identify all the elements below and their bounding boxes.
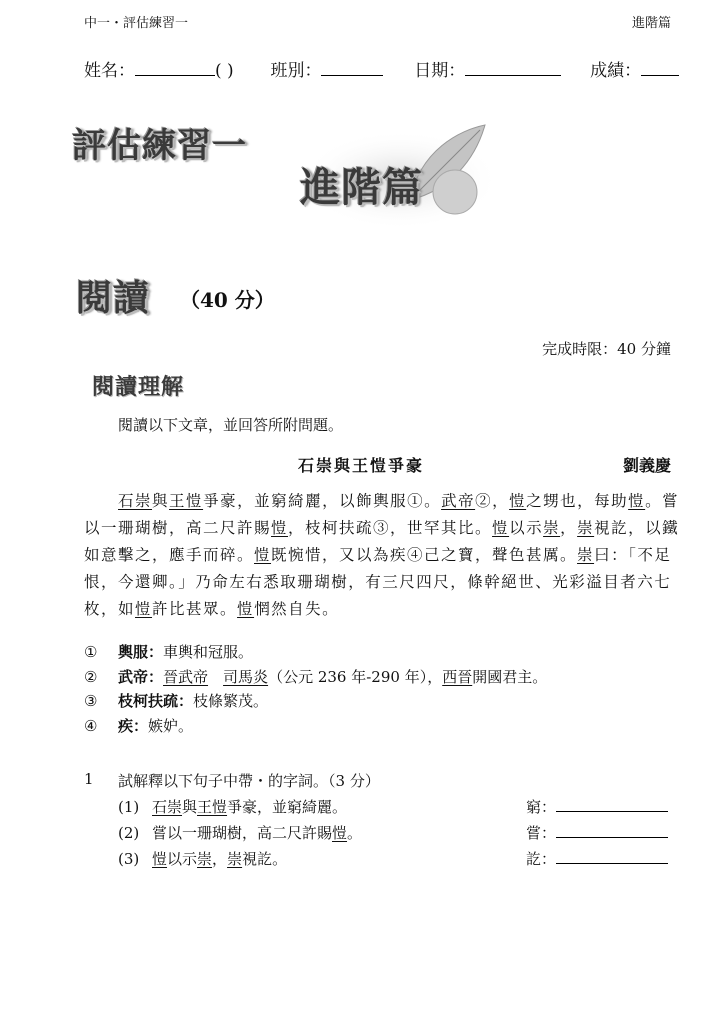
text-run: 與	[152, 492, 170, 510]
note-number: ③	[84, 692, 98, 710]
text-run: 與	[182, 798, 198, 816]
text-run: 枚，如	[84, 600, 136, 618]
proper-noun: 愷	[509, 492, 527, 510]
grade-label: 成績：	[590, 61, 642, 81]
proper-noun: 西晉	[442, 667, 473, 686]
text-run: 以示	[167, 850, 198, 868]
proper-noun: 王愷	[197, 798, 228, 816]
student-info	[84, 56, 679, 81]
banner-title: 評估練習一	[72, 126, 247, 166]
proper-noun: 愷	[332, 824, 348, 842]
text-run: ，枝柯扶疏③，世罕其比。	[288, 519, 493, 537]
article-title: 石崇與王愷爭豪	[298, 456, 425, 475]
article-line	[84, 515, 680, 542]
item-text	[152, 824, 362, 842]
answer-field[interactable]	[526, 848, 668, 869]
answer-label: 窮：	[526, 798, 557, 816]
article-line	[84, 488, 680, 515]
date-label: 日期：	[414, 61, 466, 81]
note-term: 武帝：	[118, 667, 164, 686]
note-term: 疾：	[118, 716, 149, 735]
note-number: ②	[84, 667, 98, 686]
proper-noun: 愷	[492, 519, 510, 537]
text-run: 以示	[509, 519, 544, 537]
answer-blank[interactable]	[556, 823, 668, 838]
question-item	[118, 822, 674, 848]
note-item	[84, 665, 674, 690]
proper-noun: 愷	[152, 850, 168, 868]
item-text	[152, 798, 347, 816]
text-run: ②，	[475, 492, 510, 510]
proper-noun: 愷	[135, 600, 153, 618]
text-run: 。嘗	[645, 492, 680, 510]
note-term: 枝柯扶疏：	[118, 692, 194, 710]
text-run: 恨，今還卿。」乃命左右悉取珊瑚樹，有三尺四尺，條幹絕世、光彩溢目者六七	[84, 573, 672, 591]
note-number: ④	[84, 716, 98, 735]
text-run: 既惋惜，又以為疾④己之寶，聲色甚厲。	[271, 546, 578, 564]
item-label: (3)	[118, 850, 140, 868]
text-run: 嘗以一珊瑚樹，高二尺許賜	[152, 824, 333, 842]
grade-blank	[641, 61, 679, 76]
proper-noun: 王愷	[169, 492, 204, 510]
item-label: (1)	[118, 798, 140, 816]
article-author: 劉義慶	[622, 456, 671, 475]
proper-noun: 崇	[543, 519, 561, 537]
header-left: 中一・評估練習一	[84, 16, 189, 31]
answer-field[interactable]	[526, 822, 668, 843]
text-run: 開國君主。	[472, 667, 548, 686]
proper-noun: 崇	[577, 519, 595, 537]
note-item	[84, 714, 674, 739]
proper-noun: 石崇	[118, 492, 153, 510]
question-item	[118, 848, 674, 874]
text-run	[84, 492, 118, 510]
note-number: ①	[84, 643, 98, 661]
proper-noun: 石崇	[152, 798, 183, 816]
proper-noun: 崇	[227, 850, 243, 868]
name-label: 姓名：	[84, 61, 135, 81]
text-run: 如意擊之，應手而碎。	[84, 546, 255, 564]
text-run: 爭豪，並窮綺麗，以飾輿服①。	[203, 492, 442, 510]
proper-noun: 愷	[237, 600, 255, 618]
text-run: 枝條繁茂。	[193, 692, 269, 710]
class-blank	[321, 61, 383, 76]
notes-list	[84, 640, 674, 738]
text-run: 視訖，以鐵	[594, 519, 680, 537]
proper-noun: 愷	[628, 492, 646, 510]
note-item	[84, 689, 674, 714]
text-run: 惘然自失。	[254, 600, 340, 618]
text-run: 視訖。	[242, 850, 288, 868]
section-subtitle: 閱讀理解	[92, 374, 185, 400]
answer-label: 嘗：	[526, 824, 557, 842]
text-run: （公元 236 年-290 年），	[268, 667, 443, 686]
text-run: ，	[560, 519, 578, 537]
article-line	[84, 596, 674, 623]
text-run: 曰：「不足	[594, 546, 672, 564]
text-run: 許比甚眾。	[152, 600, 238, 618]
answer-label: 訖：	[526, 850, 557, 868]
article-body	[84, 488, 680, 623]
answer-blank[interactable]	[556, 849, 668, 864]
proper-noun: 愷	[271, 519, 289, 537]
article-line	[84, 542, 674, 569]
date-blank	[465, 61, 561, 76]
time-limit: 完成時限：40 分鐘	[542, 340, 671, 358]
note-item	[84, 640, 674, 665]
class-label: 班別：	[270, 61, 322, 81]
text-run: 嫉妒。	[148, 716, 194, 735]
question-items	[118, 796, 674, 874]
question-number: 1	[84, 770, 94, 788]
note-term: 輿服：	[118, 643, 164, 661]
answer-blank[interactable]	[556, 797, 668, 812]
proper-noun: 司馬炎	[223, 667, 269, 686]
banner-subtitle: 進階篇	[300, 164, 423, 211]
question-item	[118, 796, 674, 822]
text-run: ，	[212, 850, 228, 868]
name-paren: ( )	[215, 61, 234, 81]
article-line	[84, 569, 674, 596]
text-run: 車輿和冠服。	[163, 643, 254, 661]
section-score: （40 分）	[180, 288, 275, 312]
text-run: 以一珊瑚樹，高二尺許賜	[84, 519, 272, 537]
question-prompt: 試解釋以下句子中帶・的字詞。（3 分）	[118, 772, 380, 790]
proper-noun: 崇	[197, 850, 213, 868]
header-right: 進階篇	[631, 16, 671, 31]
name-blank	[135, 61, 215, 76]
text-run: 爭豪，並窮綺麗。	[227, 798, 348, 816]
text-run: 之甥也，每助	[526, 492, 629, 510]
proper-noun: 武帝	[441, 492, 476, 510]
text-run	[208, 668, 223, 686]
proper-noun: 晉武帝	[163, 667, 209, 686]
item-text	[152, 850, 287, 868]
proper-noun: 愷	[254, 546, 272, 564]
section-title: 閱讀	[76, 277, 151, 319]
item-label: (2)	[118, 824, 140, 842]
proper-noun: 崇	[577, 546, 595, 564]
instruction: 閱讀以下文章，並回答所附問題。	[118, 416, 344, 434]
answer-field[interactable]	[526, 796, 668, 817]
text-run: 。	[347, 824, 363, 842]
